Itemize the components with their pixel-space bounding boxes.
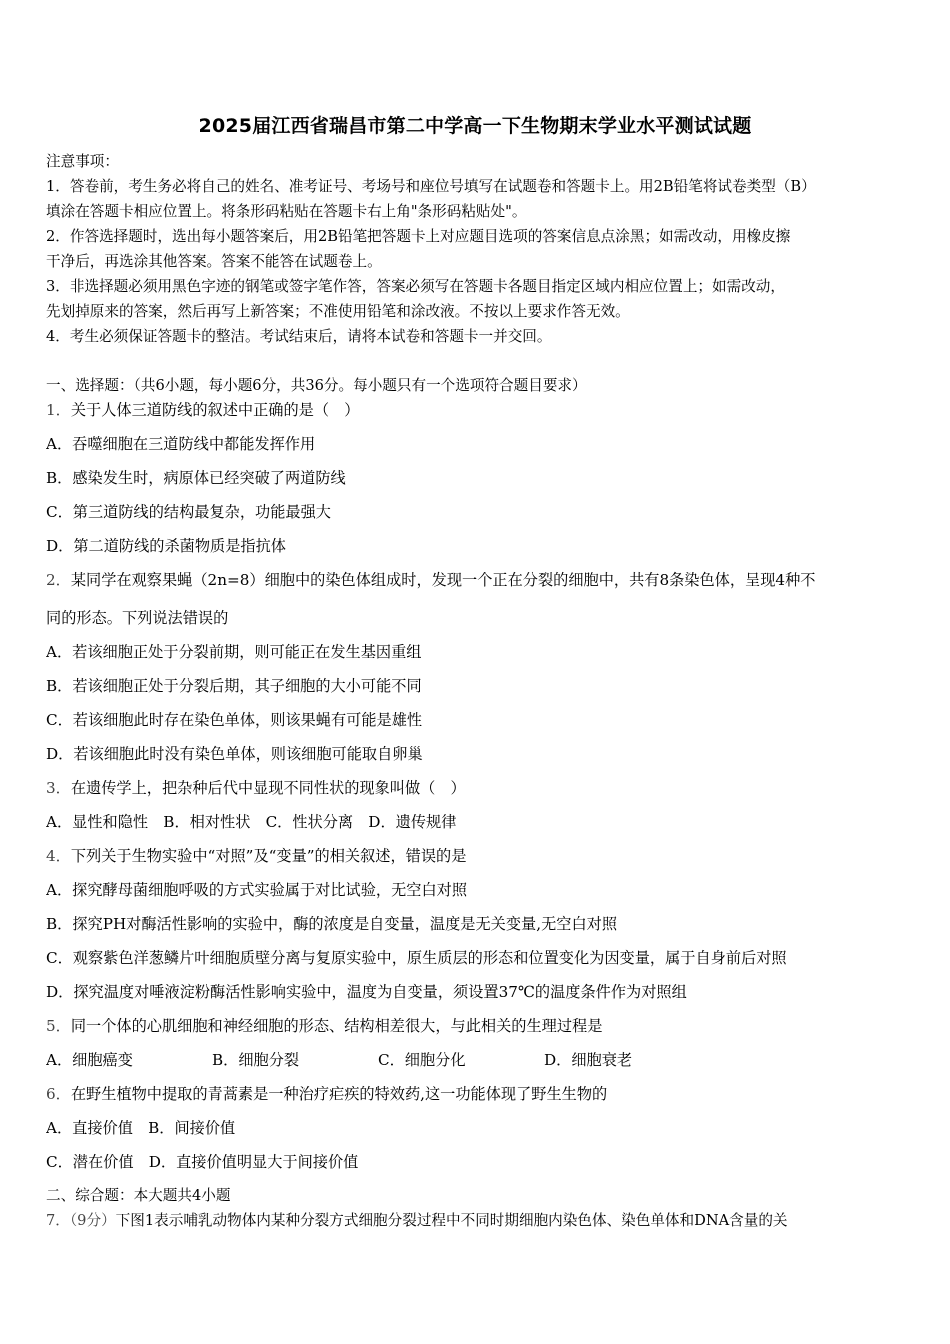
notice-line: 干净后，再选涂其他答案。答案不能答在试题卷上。	[46, 253, 382, 270]
question-number: 7．	[46, 1212, 70, 1229]
question-7	[46, 1209, 926, 1233]
notice-line: 1．答卷前，考生务必将自己的姓名、准考证号、考场号和座位号填写在试题卷和答题卡上。用2B铅笔将试卷类型（B）	[46, 178, 816, 195]
question-number: 5．	[46, 1017, 71, 1035]
question-number: 1．	[46, 401, 71, 419]
page-title: 2025届江西省瑞昌市第二中学高一下生物期末学业水平测试试题	[198, 115, 752, 137]
question-number: 4．	[46, 847, 71, 865]
question-2	[46, 568, 916, 592]
q4-option-a: A．探究酵母菌细胞呼吸的方式实验属于对比试验，无空白对照	[46, 881, 468, 899]
question-1	[46, 398, 916, 422]
question-stem: 下列关于生物实验中“对照”及“变量”的相关叙述，错误的是	[70, 847, 467, 865]
q2-option-d: D．若该细胞此时没有染色单体，则该细胞可能取自卵巢	[46, 745, 423, 763]
question-score: （9分）	[69, 1212, 116, 1229]
question-stem: 关于人体三道防线的叙述中正确的是（ ）	[70, 401, 360, 419]
question-stem: 在遗传学上，把杂种后代中显现不同性状的现象叫做（ ）	[70, 779, 466, 797]
question-5	[46, 1014, 916, 1038]
notice-heading: 注意事项：	[46, 153, 119, 170]
q4-option-b: B．探究PH对酶活性影响的实验中，酶的浓度是自变量，温度是无关变量,无空白对照	[46, 915, 618, 933]
q1-option-b: B．感染发生时，病原体已经突破了两道防线	[46, 469, 346, 487]
q5-option-c: C．细胞分化	[378, 1051, 466, 1069]
question-4	[46, 844, 916, 868]
q4-option-c: C．观察紫色洋葱鳞片叶细胞质壁分离与复原实验中，原生质层的形态和位置变化为因变量，属于自身前后对照	[46, 949, 787, 967]
q6-options-ab: A．直接价值 B．间接价值	[46, 1119, 236, 1137]
question-number: 2．	[46, 571, 71, 589]
q3-options: A．显性和隐性 B．相对性状 C．性状分离 D．遗传规律	[46, 813, 457, 831]
q1-option-a: A．吞噬细胞在三道防线中都能发挥作用	[46, 435, 316, 453]
notice-line: 4．考生必须保证答题卡的整洁。考试结束后，请将本试卷和答题卡一并交回。	[46, 328, 552, 345]
q1-option-c: C．第三道防线的结构最复杂，功能最强大	[46, 503, 331, 521]
question-6	[46, 1082, 916, 1106]
q2-option-b: B．若该细胞正处于分裂后期，其子细胞的大小可能不同	[46, 677, 422, 695]
question-stem-continued: 同的形态。下列说法错误的	[46, 609, 229, 627]
q5-option-d: D．细胞衰老	[544, 1051, 633, 1069]
q6-options-cd: C．潜在价值 D．直接价值明显大于间接价值	[46, 1153, 359, 1171]
notice-line: 3．非选择题必须用黑色字迹的钢笔或签字笔作答，答案必须写在答题卡各题目指定区域内相应位置上；如需改动，	[46, 278, 785, 295]
notice-line: 填涂在答题卡相应位置上。将条形码粘贴在答题卡右上角"条形码粘贴处"。	[46, 203, 527, 220]
question-3	[46, 776, 916, 800]
question-stem: 下图1表示哺乳动物体内某种分裂方式细胞分裂过程中不同时期细胞内染色体、染色单体和DNA含量的关	[115, 1212, 788, 1229]
q2-option-a: A．若该细胞正处于分裂前期，则可能正在发生基因重组	[46, 643, 422, 661]
section-heading: 一、选择题：（共6小题，每小题6分，共36分。每小题只有一个选项符合题目要求）	[46, 377, 587, 394]
question-number: 6．	[46, 1085, 71, 1103]
section-heading: 二、综合题：本大题共4小题	[46, 1187, 231, 1204]
q4-option-d: D．探究温度对唾液淀粉酶活性影响实验中，温度为自变量，须设置37℃的温度条件作为对照组	[46, 983, 687, 1001]
q1-option-d: D．第二道防线的杀菌物质是指抗体	[46, 537, 286, 555]
q5-options	[46, 1048, 916, 1072]
notice-line: 先划掉原来的答案，然后再写上新答案；不准使用铅笔和涂改液。不按以上要求作答无效。	[46, 303, 630, 320]
notice-line: 2．作答选择题时，选出每小题答案后，用2B铅笔把答题卡上对应题目选项的答案信息点涂黑；如需改动，用橡皮擦	[46, 228, 791, 245]
question-stem: 在野生植物中提取的青蒿素是一种治疗疟疾的特效药,这一功能体现了野生生物的	[70, 1085, 608, 1103]
q2-option-c: C．若该细胞此时存在染色单体，则该果蝇有可能是雄性	[46, 711, 423, 729]
question-stem: 同一个体的心肌细胞和神经细胞的形态、结构相差很大，与此相关的生理过程是	[70, 1017, 603, 1035]
question-stem: 某同学在观察果蝇（2n=8）细胞中的染色体组成时，发现一个正在分裂的细胞中，共有8条染色体，呈现4种不	[70, 571, 816, 589]
q5-option-b: B．细胞分裂	[212, 1051, 300, 1069]
question-number: 3．	[46, 779, 71, 797]
q5-option-a: A．细胞癌变	[46, 1051, 133, 1069]
